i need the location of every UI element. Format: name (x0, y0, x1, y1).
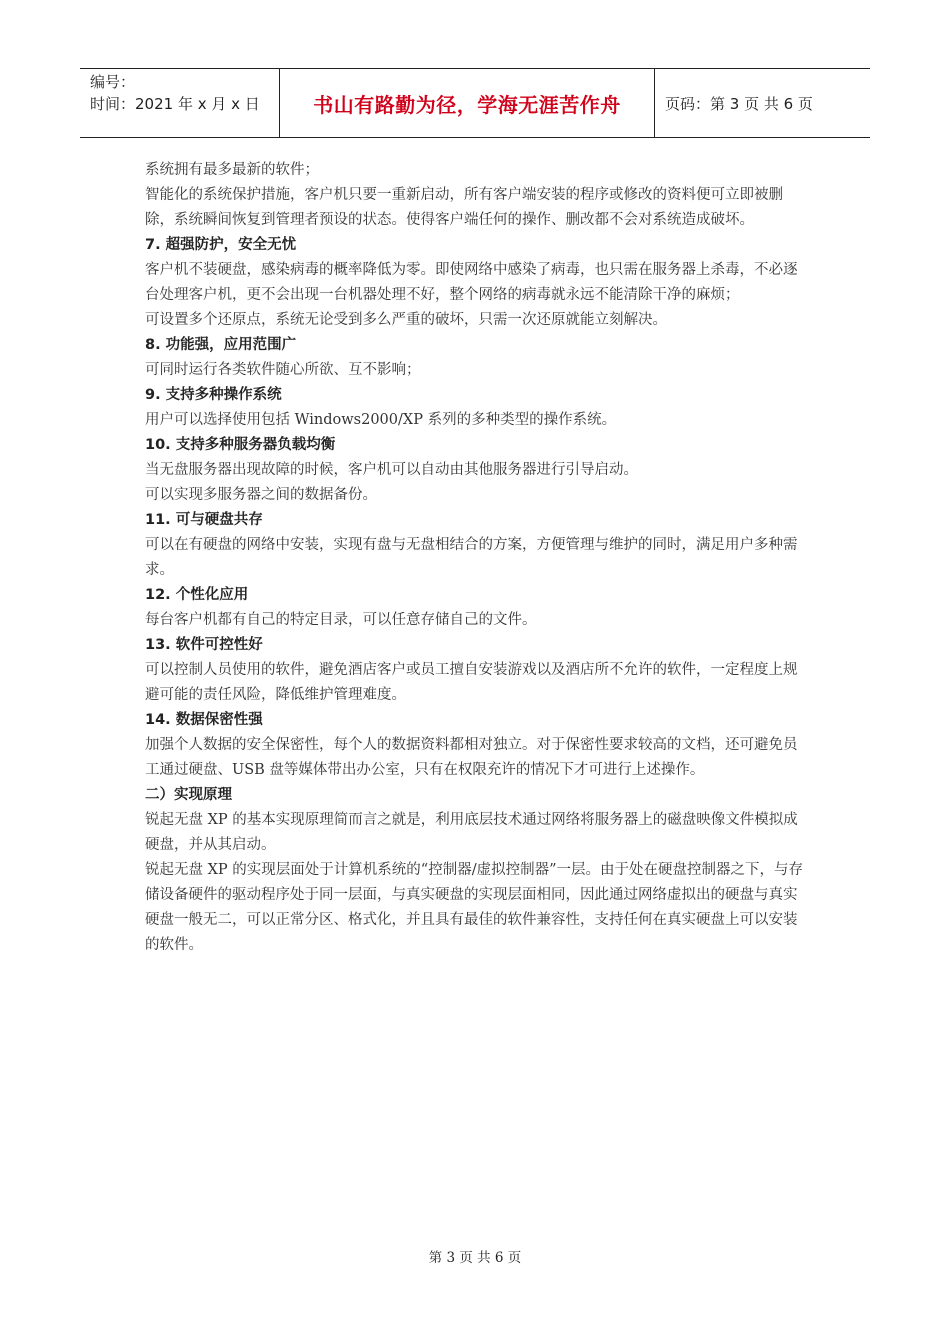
document-time-label: 时间：2021 年 x 月 x 日 (90, 95, 260, 113)
body-paragraph: 每台客户机都有自己的特定目录，可以任意存储自己的文件。 (145, 612, 537, 628)
section-heading: 14. 数据保密性强 (145, 712, 263, 728)
body-paragraph: 可同时运行各类软件随心所欲、互不影响； (145, 362, 421, 378)
header-page-info: 页码：第 3 页 共 6 页 (665, 94, 813, 113)
body-paragraph: 可以控制人员使用的软件，避免酒店客户或员工擅自安装游戏以及酒店所不允许的软件，一定程度上规避可能的责任风险，降低维护管理难度。 (145, 662, 798, 703)
body-paragraph: 可设置多个还原点，系统无论受到多么严重的破坏，只需一次还原就能立刻解决。 (145, 312, 667, 328)
header-page-cell (655, 69, 870, 137)
section-heading: 7. 超强防护，安全无忧 (145, 237, 297, 253)
body-paragraph: 可以在有硬盘的网络中安装，实现有盘与无盘相结合的方案，方便管理与维护的同时，满足用户多种需求。 (145, 537, 798, 578)
page-footer (0, 1246, 950, 1266)
section-heading: 13. 软件可控性好 (145, 637, 263, 653)
body-paragraph: 锐起无盘 XP 的基本实现原理简而言之就是，利用底层技术通过网络将服务器上的磁盘映像文件模拟成硬盘，并从其启动。 (145, 812, 798, 853)
body-paragraph: 客户机不装硬盘，感染病毒的概率降低为零。即使网络中感染了病毒，也只需在服务器上杀毒，不必逐台处理客户机，更不会出现一台机器处理不好，整个网络的病毒就永远不能清除干净的麻烦； (145, 262, 798, 303)
document-number-label: 编号： (90, 73, 136, 91)
section-heading: 11. 可与硬盘共存 (145, 512, 263, 528)
section-heading: 10. 支持多种服务器负载均衡 (145, 437, 336, 453)
body-paragraph: 用户可以选择使用包括 Windows2000/XP 系列的多种类型的操作系统。 (145, 412, 617, 428)
page-header-table (80, 68, 870, 138)
section-heading: 9. 支持多种操作系统 (145, 387, 282, 403)
header-left-cell (80, 69, 280, 137)
footer-page-number: 第 3 页 共 6 页 (428, 1250, 522, 1266)
document-body (145, 158, 805, 958)
body-paragraph: 系统拥有最多最新的软件； (145, 162, 319, 178)
body-paragraph: 智能化的系统保护措施，客户机只要一重新启动，所有客户端安装的程序或修改的资料便可立即被删除，系统瞬间恢复到管理者预设的状态。使得客户端任何的操作、删改都不会对系统造成破坏。 (145, 187, 783, 228)
body-paragraph: 当无盘服务器出现故障的时候，客户机可以自动由其他服务器进行引导启动。 (145, 462, 638, 478)
header-motto-cell (280, 69, 655, 137)
section-heading: 8. 功能强，应用范围广 (145, 337, 297, 353)
body-paragraph: 可以实现多服务器之间的数据备份。 (145, 487, 377, 503)
body-paragraph: 锐起无盘 XP 的实现层面处于计算机系统的“控制器/虚拟控制器”一层。由于处在硬盘控制器之下，与存储设备硬件的驱动程序处于同一层面，与真实硬盘的实现层面相同，因此通过网络虚拟出的硬盘与真实硬盘一般无二，可以正常分区、格式化，并且具有最佳的软件兼容性，支持任何在真实硬盘上可以安装的软件。 (145, 862, 804, 953)
section-heading: 二）实现原理 (145, 787, 232, 803)
header-motto: 书山有路勤为径，学海无涯苦作舟 (313, 92, 621, 117)
section-heading: 12. 个性化应用 (145, 587, 249, 603)
body-paragraph: 加强个人数据的安全保密性，每个人的数据资料都相对独立。对于保密性要求较高的文档，还可避免员工通过硬盘、USB 盘等媒体带出办公室，只有在权限充许的情况下才可进行上述操作。 (145, 737, 798, 778)
